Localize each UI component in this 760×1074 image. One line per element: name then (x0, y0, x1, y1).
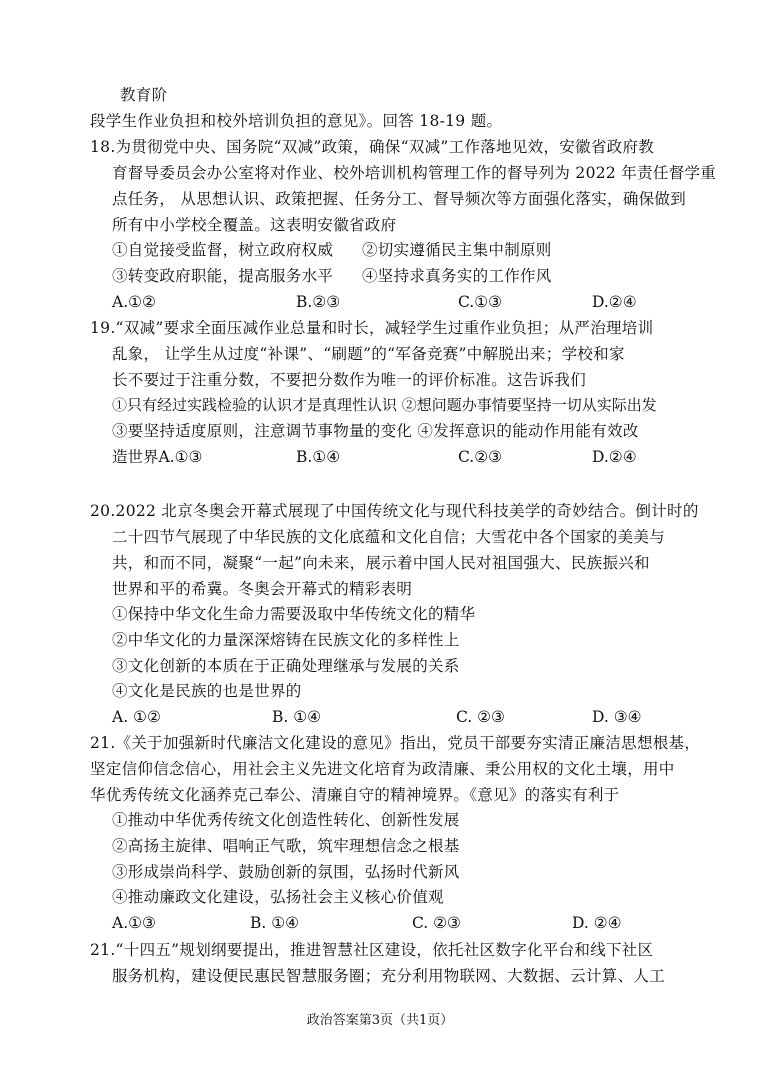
question-18-item-2: ②切实遵循民主集中制原则 (362, 241, 552, 259)
question-19-stem-line: 19.“双减”要求全面压减作业总量和时长，减轻学生过重作业负担；从严治理培训 (90, 319, 654, 337)
question-20-choice-d: D. ③④ (592, 708, 642, 726)
question-20-stem-line: 二十四节气展现了中华民族的文化底蕴和文化自信；大雪花中各个国家的美美与 (112, 528, 666, 546)
question-21-stem-line: 21.《关于加强新时代廉洁文化建设的意见》指出，党员干部要夯实清正廉洁思想根基， (90, 734, 701, 752)
question-20-choice-b: B. ①④ (272, 708, 322, 726)
question-20-item-3: ③文化创新的本质在于正确处理继承与发展的关系 (112, 657, 460, 675)
question-18-item-3: ③转变政府职能，提高服务水平 (112, 267, 334, 285)
question-18-choice-a: A.①② (112, 293, 156, 311)
question-20-item-2: ②中华文化的力量深深熔铸在民族文化的多样性上 (112, 631, 460, 649)
intro-line-2: 段学生作业负担和校外培训负担的意见》。回答 18-19 题。 (90, 112, 503, 130)
question-21-item-4: ④推动廉政文化建设，弘扬社会主义核心价值观 (112, 888, 444, 906)
page-footer: 政治答案第3页（共1页） (306, 1013, 454, 1028)
question-21-choice-d: D. ②④ (572, 914, 622, 932)
question-21-choice-a: A.①③ (112, 914, 156, 932)
question-19-stem-line: 长不要过于注重分数，不要把分数作为唯一的评价标准。这告诉我们 (112, 371, 587, 389)
question-19-items-line-2: ③要坚持适度原则，注意调节事物量的变化 ④发挥意识的能动作用能有效改 (112, 422, 639, 440)
question-21-item-1: ①推动中华优秀传统文化创造性转化、创新性发展 (112, 811, 460, 829)
question-18-stem-line: 所有中小学校全覆盖。这表明安徽省政府 (112, 216, 397, 234)
question-21-stem-line: 华优秀传统文化涵养克己奉公、清廉自守的精神境界。《意见》的落实有利于 (90, 786, 620, 804)
question-18-stem-line: 点任务， 从思想认识、政策把握、任务分工、督导频次等方面强化落实，确保做到 (112, 190, 687, 208)
question-21-choice-c: C. ②③ (412, 914, 461, 932)
question-19-choice-b: B.①④ (296, 448, 341, 466)
question-19-items-line-1: ①只有经过实践检验的认识才是真理性认识 ②想问题办事情要坚持一切从实际出发 (112, 396, 657, 414)
question-20-stem-line: 世界和平的希冀。冬奥会开幕式的精彩表明 (112, 580, 413, 598)
question-20-item-4: ④文化是民族的也是世界的 (112, 682, 302, 700)
question-21b-stem-line: 21.“十四五”规划纲要提出，推进智慧社区建设，依托社区数字化平台和线下社区 (90, 941, 654, 959)
question-19-items-line-3: 造世界A.①③ (112, 448, 203, 466)
question-21b-stem-line: 服务机构，建设便民惠民智慧服务圈；充分利用物联网、大数据、云计算、人工 (112, 967, 666, 985)
question-19-stem-line: 乱象， 让学生从过度“补课”、“刷题”的“军备竞赛”中解脱出来；学校和家 (112, 345, 625, 363)
question-18-stem-line: 18.为贯彻党中央、国务院“双减”政策，确保“双减”工作落地见效，安徽省政府教 (90, 138, 655, 156)
question-20-item-1: ①保持中华文化生命力需要汲取中华传统文化的精华 (112, 605, 476, 623)
question-20-stem-line: 共，和而不同，凝聚“一起”向未来，展示着中国人民对祖国强大、民族振兴和 (112, 554, 650, 572)
question-18-item-4: ④坚持求真务实的工作作风 (362, 267, 552, 285)
question-18-choice-d: D.②④ (592, 293, 637, 311)
question-18-item-1: ①自觉接受监督，树立政府权威 (112, 241, 334, 259)
question-19-choice-c: C.②③ (458, 448, 503, 466)
question-18-stem-line: 育督导委员会办公室将对作业、校外培训机构管理工作的督导列为 2022 年责任督学重 (112, 164, 717, 182)
question-19-choice-d: D.②④ (592, 448, 637, 466)
question-18-choice-c: C.①③ (458, 293, 503, 311)
question-21-item-2: ②高扬主旋律、唱响正气歌，筑牢理想信念之根基 (112, 837, 460, 855)
question-20-stem-line: 20.2022 北京冬奥会开幕式展现了中国传统文化与现代科技美学的奇妙结合。倒计时的 (90, 502, 699, 520)
intro-line-1: 教育阶 (120, 86, 168, 104)
question-18-choice-b: B.②③ (296, 293, 341, 311)
question-21-item-3: ③形成崇尚科学、鼓励创新的氛围，弘扬时代新风 (112, 863, 460, 881)
question-21-choice-b: B. ①④ (250, 914, 300, 932)
question-21-stem-line: 坚定信仰信念信心，用社会主义先进文化培育为政清廉、秉公用权的文化土壤，用中 (90, 760, 675, 778)
question-20-choice-c: C. ②③ (456, 708, 505, 726)
question-20-choice-a: A. ①② (112, 708, 161, 726)
